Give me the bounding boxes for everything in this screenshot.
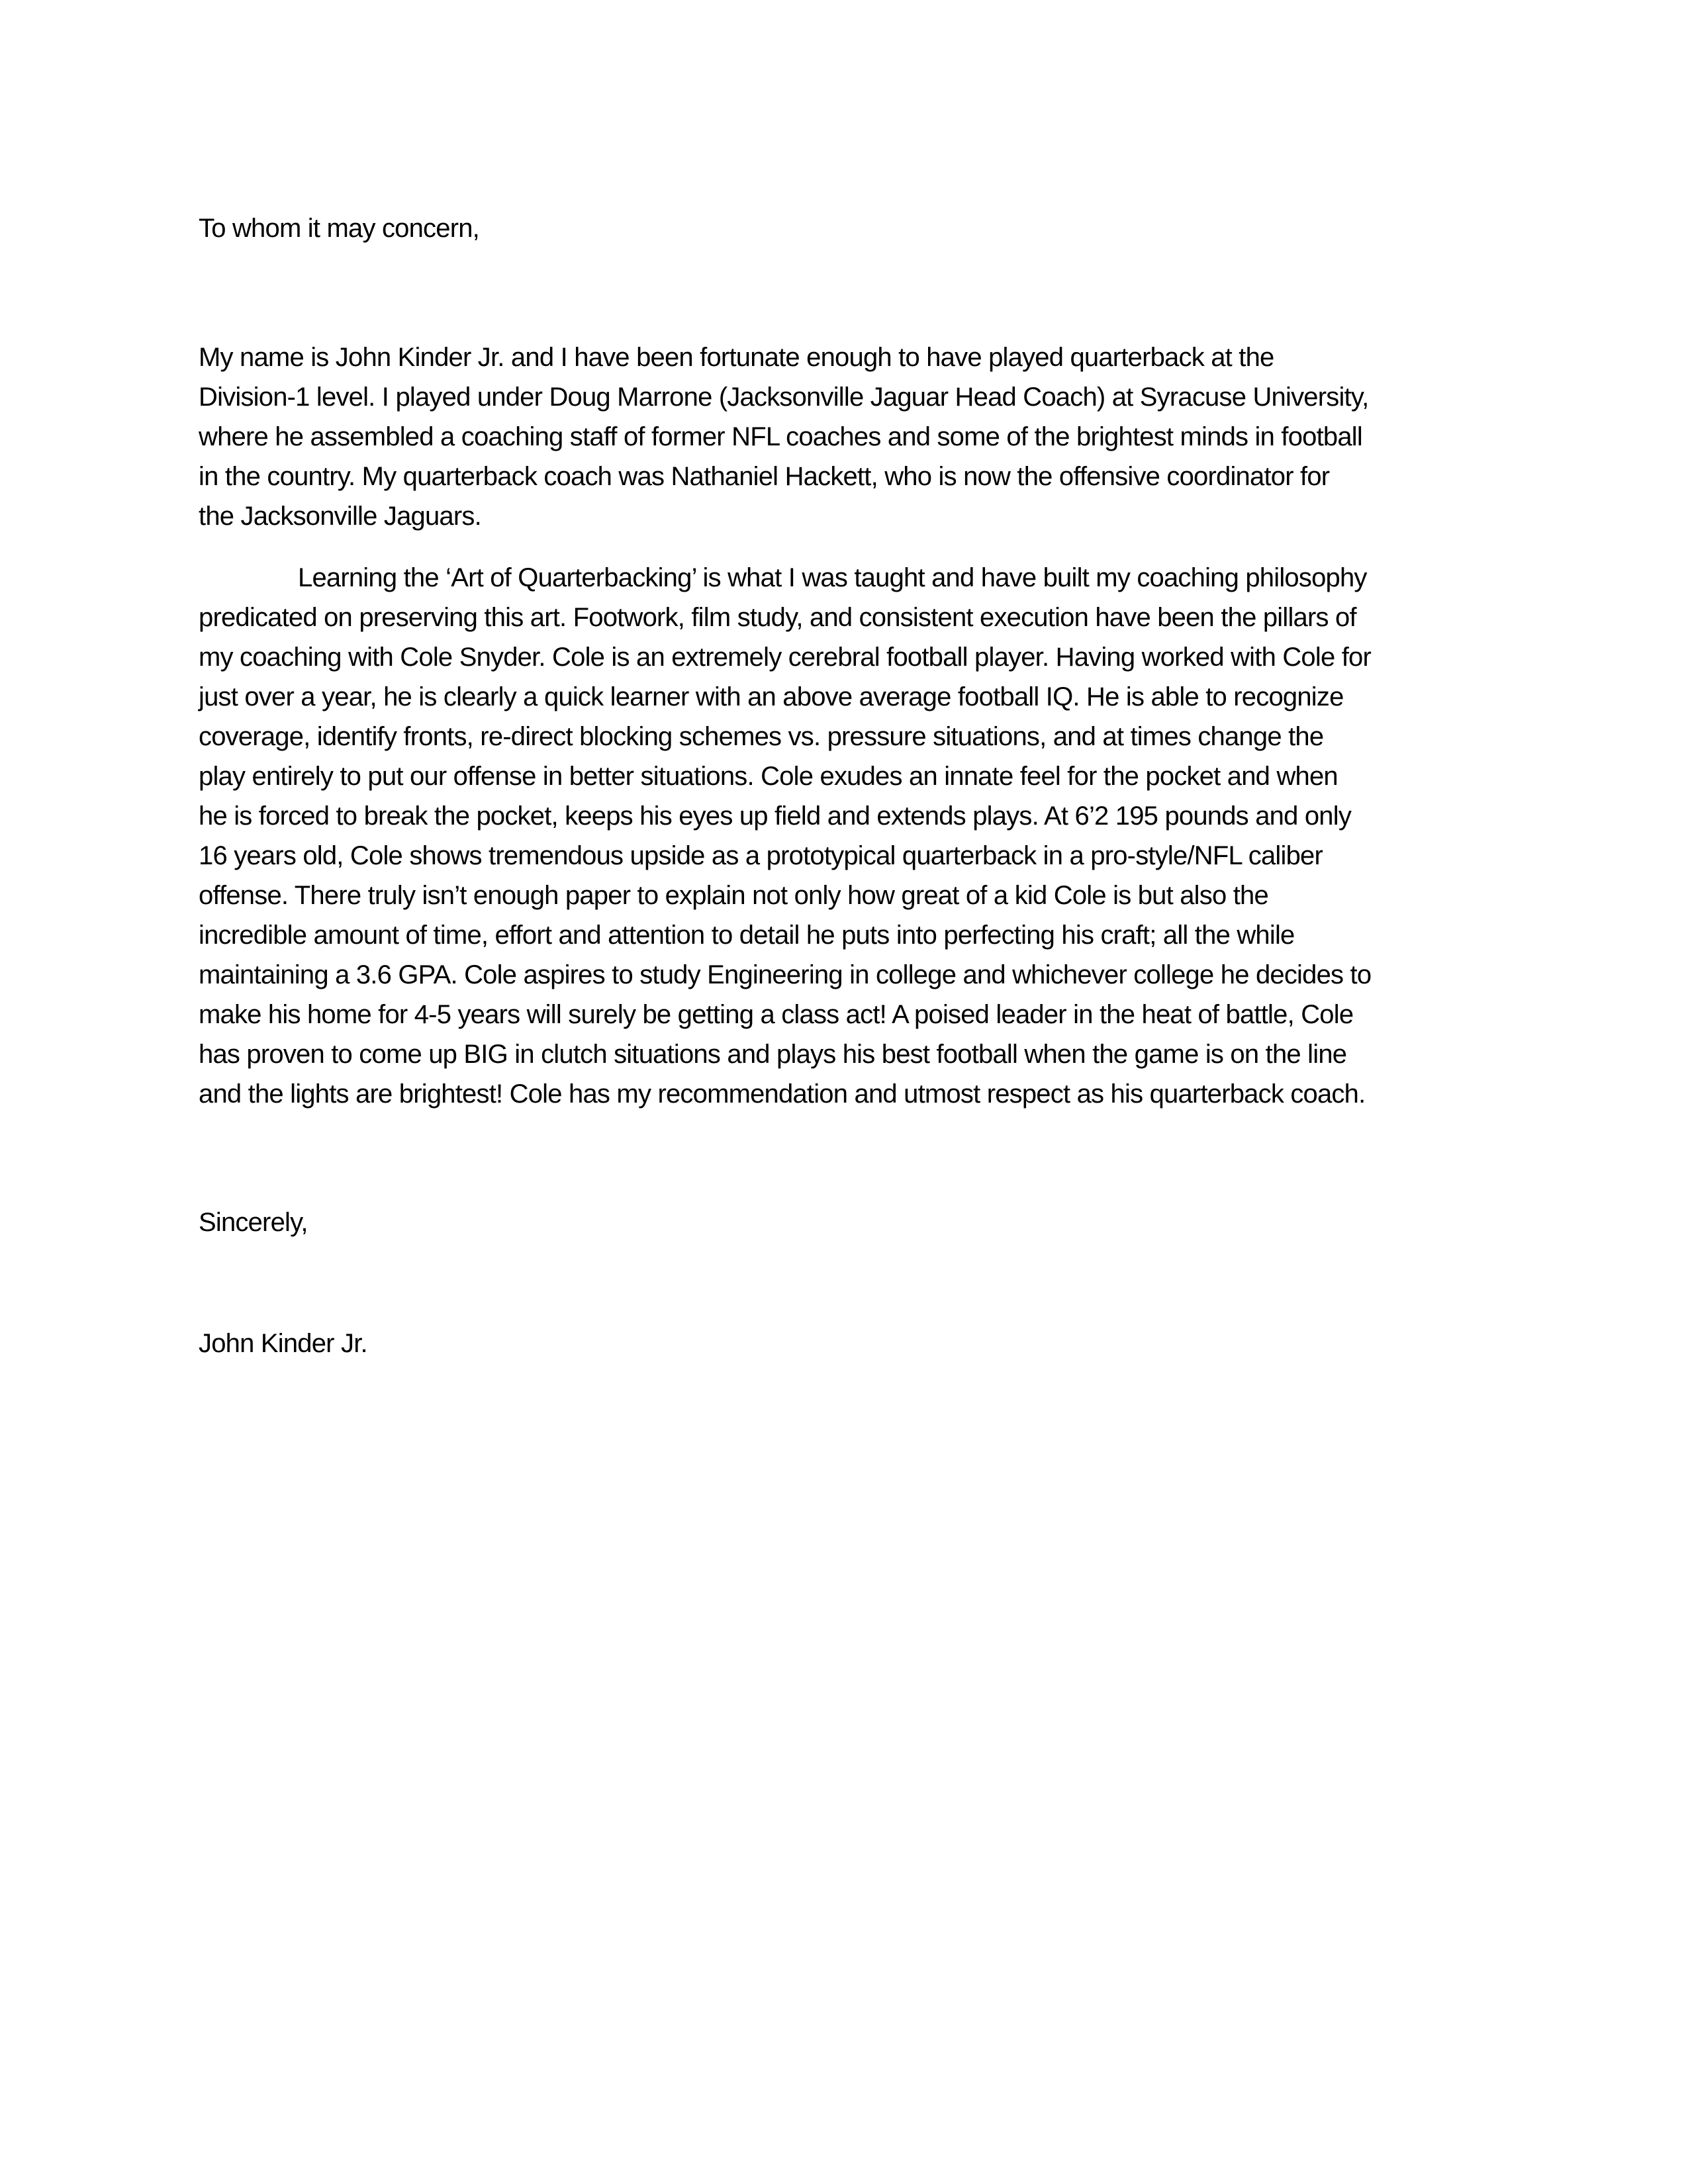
paragraph-2-line-4: just over a year, he is clearly a quick learner with an above average football IQ. He is able to recognize — [199, 682, 1344, 711]
paragraph-2-line-1: Learning the ‘Art of Quarterbacking’ is what I was taught and have built my coaching philosophy — [298, 563, 1367, 592]
paragraph-1-line-4: in the country. My quarterback coach was Nathaniel Hackett, who is now the offensive coordinator for — [199, 462, 1330, 491]
paragraph-2-line-3: my coaching with Cole Snyder. Cole is an extremely cerebral football player. Having worked with Cole for — [199, 643, 1372, 672]
closing: Sincerely, — [199, 1208, 308, 1237]
paragraph-2-line-5: coverage, identify fronts, re-direct blocking schemes vs. pressure situations, and at times change the — [199, 722, 1324, 751]
paragraph-2-line-11: maintaining a 3.6 GPA. Cole aspires to study Engineering in college and whichever college he decides to — [199, 960, 1372, 989]
letter-body — [199, 338, 1496, 1114]
paragraph-1-line-1: My name is John Kinder Jr. and I have been fortunate enough to have played quarterback at the — [199, 343, 1274, 372]
paragraph-2-line-14: and the lights are brightest! Cole has my recommendation and utmost respect as his quarterback coach. — [199, 1079, 1366, 1109]
paragraph-1-line-3: where he assembled a coaching staff of former NFL coaches and some of the brightest minds in football — [199, 422, 1362, 451]
paragraph-2-line-12: make his home for 4-5 years will surely be getting a class act! A poised leader in the heat of battle, Cole — [199, 1000, 1354, 1029]
paragraph-2-line-13: has proven to come up BIG in clutch situations and plays his best football when the game is on the line — [199, 1040, 1347, 1069]
paragraph-1-line-5: the Jacksonville Jaguars. — [199, 502, 481, 531]
letter-content — [199, 208, 1496, 1363]
paragraph-1 — [199, 338, 1496, 536]
paragraph-2-line-2: predicated on preserving this art. Footwork, film study, and consistent execution have been the pillars of — [199, 603, 1356, 632]
paragraph-2-line-6: play entirely to put our offense in better situations. Cole exudes an innate feel for the pocket and when — [199, 762, 1338, 791]
salutation: To whom it may concern, — [199, 214, 479, 243]
paragraph-2 — [199, 558, 1496, 1114]
paragraph-1-line-2: Division-1 level. I played under Doug Marrone (Jacksonville Jaguar Head Coach) at Syracuse University, — [199, 383, 1369, 412]
paragraph-2-line-9: offense. There truly isn’t enough paper to explain not only how great of a kid Cole is but also the — [199, 881, 1268, 910]
paragraph-2-line-10: incredible amount of time, effort and attention to detail he puts into perfecting his craft; all the while — [199, 921, 1295, 950]
paragraph-2-line-7: he is forced to break the pocket, keeps his eyes up field and extends plays. At 6’2 195 pounds and only — [199, 801, 1352, 831]
signature-name: John Kinder Jr. — [199, 1329, 367, 1358]
paragraph-2-line-8: 16 years old, Cole shows tremendous upside as a prototypical quarterback in a pro-style/NFL caliber — [199, 841, 1323, 870]
